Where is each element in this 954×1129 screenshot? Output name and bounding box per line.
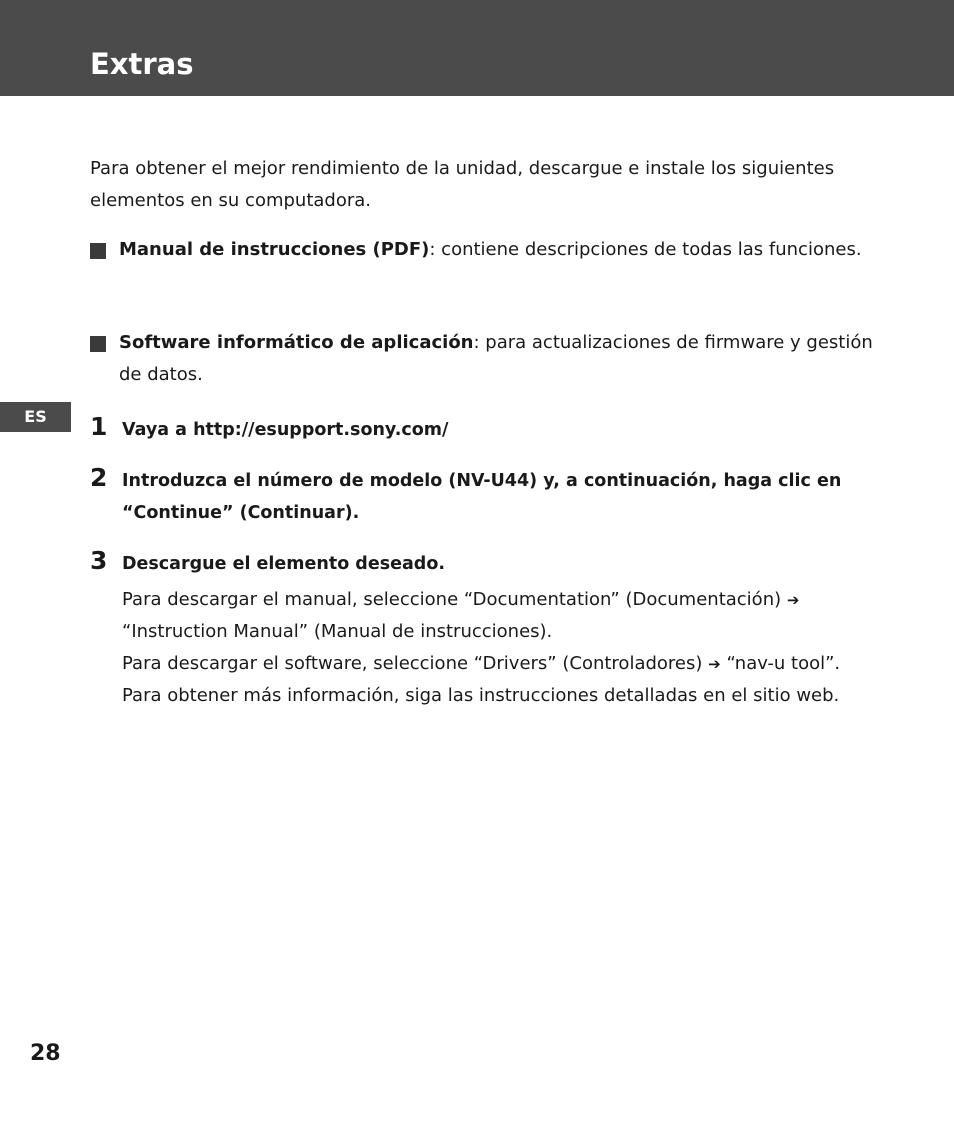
- bullet-item-software: [90, 327, 880, 391]
- language-tab: ES: [0, 402, 71, 432]
- step3-line1b: “Instruction Manual” (Manual de instrucciones).: [122, 621, 553, 642]
- bullet-description: : para actualizaciones de firmware y gestión de datos.: [119, 332, 873, 385]
- step-number: 1: [90, 412, 108, 441]
- step-2: [90, 465, 880, 529]
- step-3: [90, 548, 880, 712]
- bullet-description: : contiene descripciones de todas las funciones.: [429, 239, 862, 260]
- step-number: 3: [90, 546, 108, 575]
- step3-line1a: Para descargar el manual, seleccione “Documentation” (Documentación): [122, 589, 782, 610]
- bullet-item-manual: [90, 234, 880, 266]
- bullet-term: Manual de instrucciones (PDF): [119, 239, 430, 260]
- step3-line3: Para obtener más información, siga las instrucciones detalladas en el sitio web.: [122, 685, 840, 706]
- step-title: Vaya a http://esupport.sony.com/: [122, 420, 449, 440]
- step-1: [90, 414, 880, 446]
- intro-paragraph: Para obtener el mejor rendimiento de la unidad, descargue e instale los siguientes elementos en su computadora.: [90, 158, 835, 211]
- step-3-description: [122, 584, 880, 712]
- step3-line2a: Para descargar el software, seleccione “Drivers” (Controladores): [122, 653, 703, 674]
- page-title: Extras: [90, 47, 194, 81]
- header-bar: [0, 0, 954, 96]
- bullet-term: Software informático de aplicación: [119, 332, 474, 353]
- page-number: 28: [30, 1041, 61, 1066]
- step-number: 2: [90, 463, 108, 492]
- square-bullet-icon: [90, 336, 106, 352]
- step-title: Descargue el elemento deseado.: [122, 554, 445, 574]
- arrow-right-icon: ➔: [708, 655, 721, 673]
- square-bullet-icon: [90, 243, 106, 259]
- step3-line2b: “nav-u tool”.: [726, 653, 841, 674]
- step-title: Introduzca el número de modelo (NV-U44) y, a continuación, haga clic en “Continue” (Continuar).: [122, 471, 842, 523]
- arrow-right-icon: ➔: [786, 591, 800, 609]
